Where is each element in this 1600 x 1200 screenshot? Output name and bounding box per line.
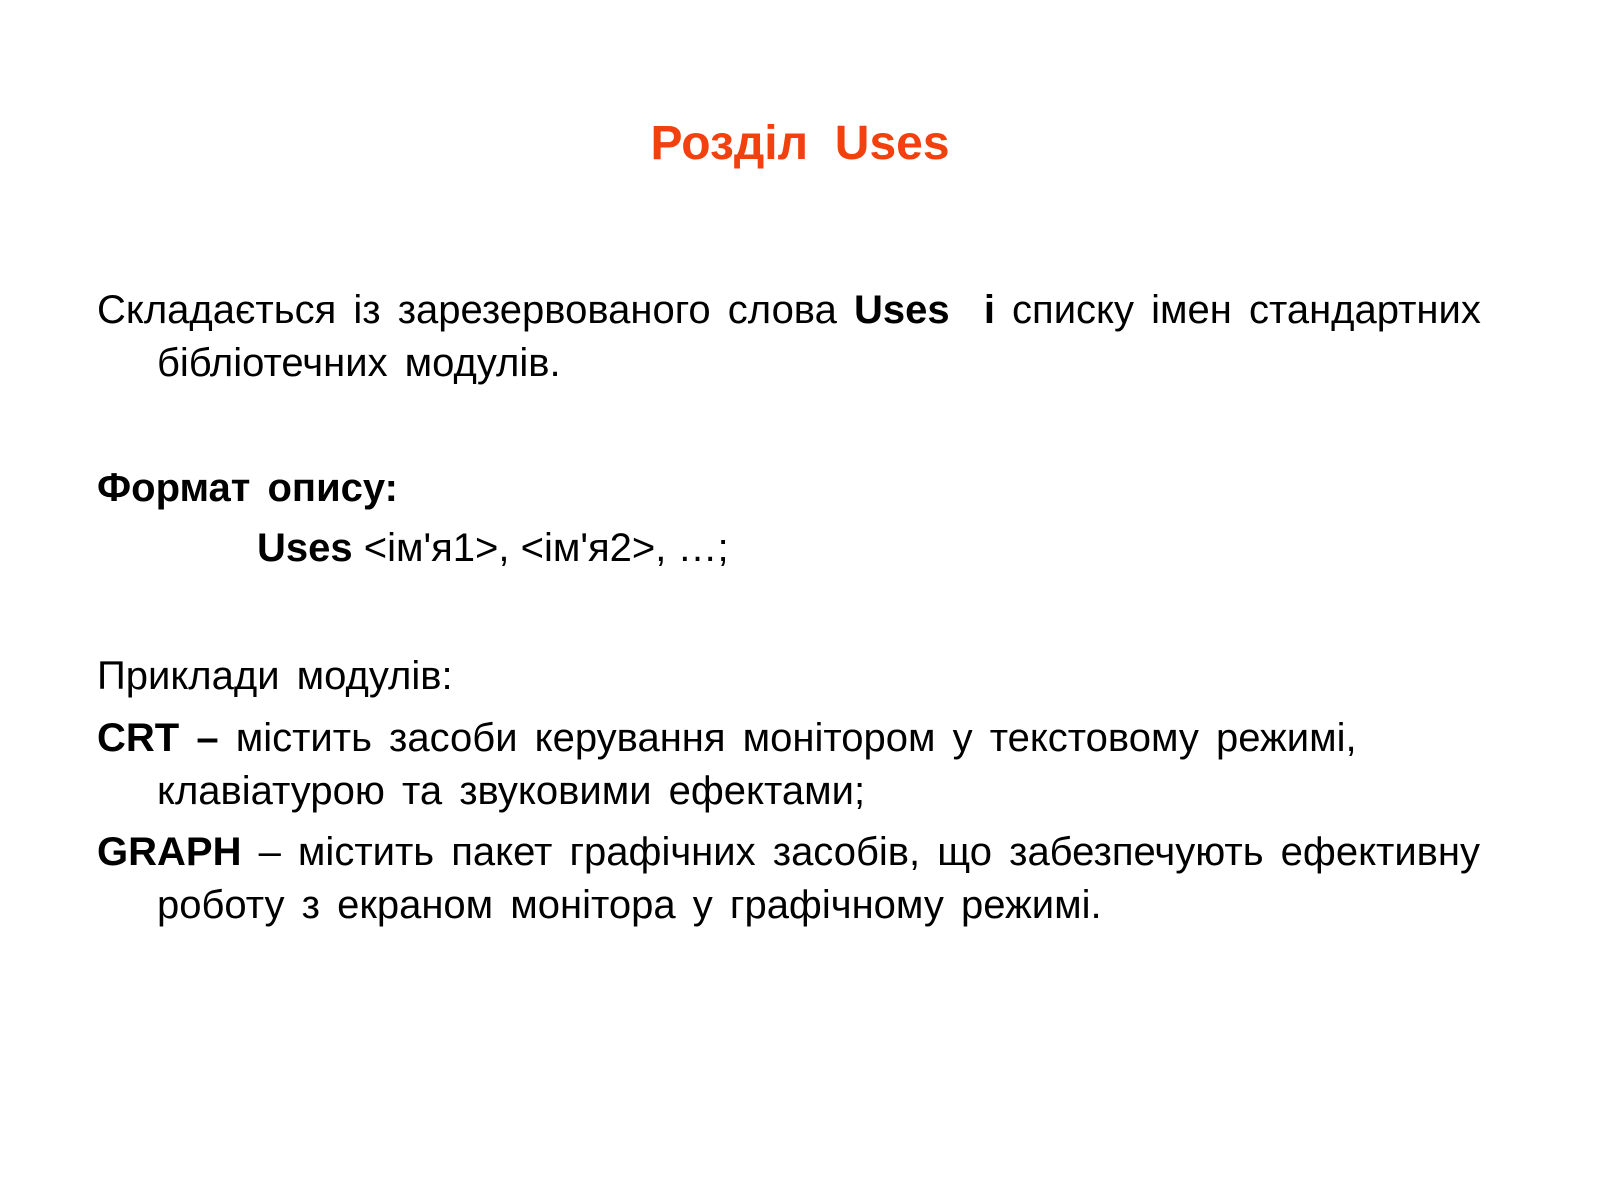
example-name: GRAPH <box>97 830 242 874</box>
intro-text-part1: Складається із зарезервованого слова <box>97 288 854 332</box>
format-label: Формат опису: <box>97 466 398 510</box>
intro-keyword: Uses і <box>853 288 995 332</box>
example-name: CRT – <box>97 716 219 760</box>
example-item-crt <box>97 712 1597 818</box>
examples-label: Приклади модулів: <box>97 654 453 698</box>
example-item-graph <box>97 826 1597 932</box>
example-description: – містить пакет графічних засобів, що забезпечують ефективну роботу з екраном монітора у графічному режимі. <box>157 830 1481 927</box>
format-keyword: Uses <box>257 526 353 570</box>
format-syntax: <ім'я1>, <ім'я2>, …; <box>352 526 729 570</box>
format-syntax-line <box>257 522 1600 575</box>
intro-paragraph <box>97 284 1597 390</box>
example-description: містить засоби керування монітором у текстовому режимі, клавіатурою та звуковими ефектами; <box>157 716 1357 813</box>
slide-title: Розділ Uses <box>650 117 950 170</box>
intro-text-part2: списку імен стандартних бібліотечних модулів. <box>157 288 1481 385</box>
